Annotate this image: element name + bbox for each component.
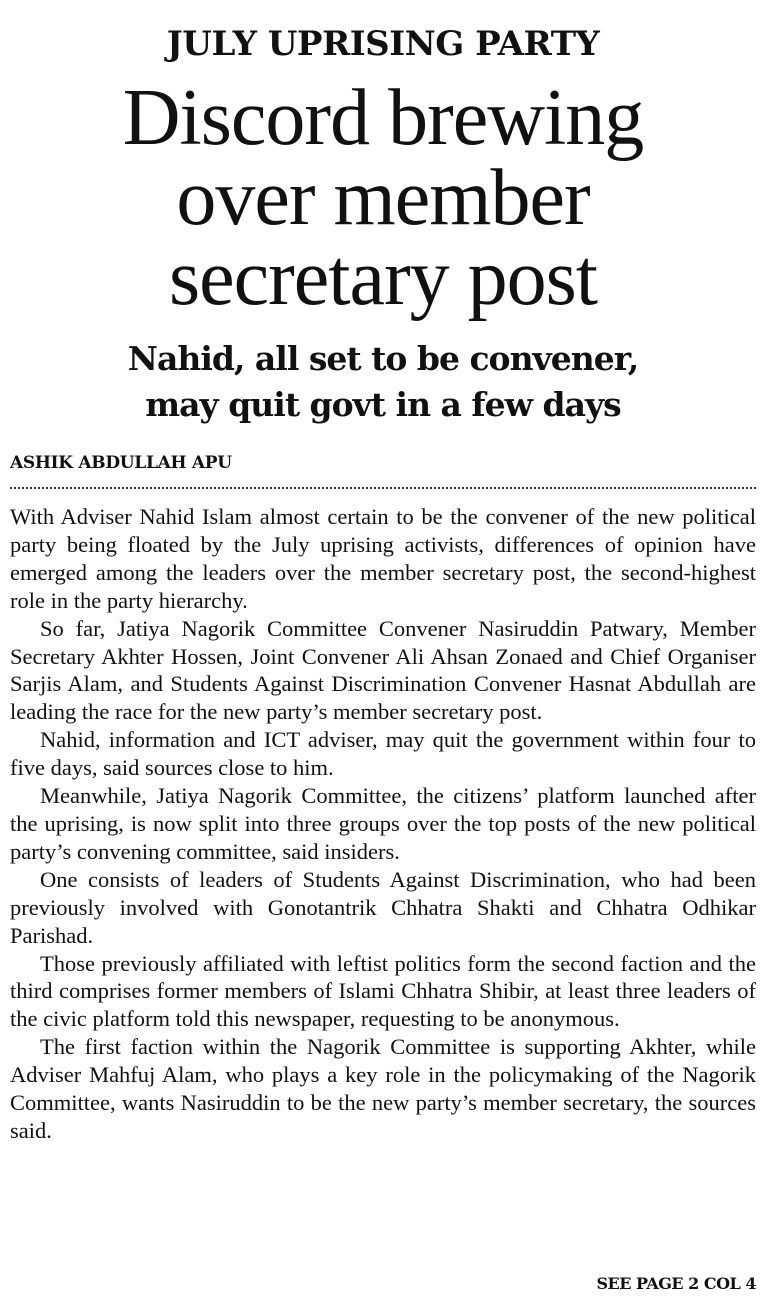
body-paragraph: Nahid, information and ICT adviser, may quit the government within four to five days, said sources close to him.: [10, 727, 756, 781]
dotted-divider: [10, 487, 756, 489]
headline-line: Discord brewing: [122, 74, 644, 162]
headline-line: secretary post: [168, 234, 598, 322]
headline-line: over member: [176, 154, 590, 242]
headline: [10, 74, 756, 322]
body-paragraph: So far, Jatiya Nagorik Committee Convener Nasiruddin Patwary, Member Secretary Akhter Hossen, Joint Convener Ali Ahsan Zonaed and Chief Organiser Sarjis Alam, and Students Against Discrimination Convener Hasnat Abdullah are leading the race for the new party’s member secretary post.: [10, 615, 756, 725]
subheadline-line: Nahid, all set to be convener,: [127, 339, 639, 378]
body-paragraph: One consists of leaders of Students Against Discrimination, who had been previously involved with Gonotantrik Chhatra Shakti and Chhatra Odhikar Parishad.: [10, 866, 756, 948]
body-paragraph: With Adviser Nahid Islam almost certain to be the convener of the new political party being floated by the July uprising activists, differences of opinion have emerged among the leaders over the member secretary post, the second-highest role in the party hierarchy.: [10, 504, 756, 613]
continuation-jump-line: SEE PAGE 2 COL 4: [596, 1274, 756, 1293]
subheadline: [10, 336, 756, 428]
body-paragraph: Meanwhile, Jatiya Nagorik Committee, the citizens’ platform launched after the uprising, is now split into three groups over the top posts of the new political party’s convening committee, said insiders.: [10, 783, 756, 864]
byline: ASHIK ABDULLAH APU: [10, 453, 232, 473]
body-paragraph: Those previously affiliated with leftist politics form the second faction and the third comprises former members of Islami Chhatra Shibir, at least three leaders of the civic platform told this newspaper, requesting to be anonymous.: [10, 950, 756, 1032]
subheadline-line: may quit govt in a few days: [145, 385, 621, 424]
article-body: [10, 503, 756, 1145]
kicker: JULY UPRISING PARTY: [166, 24, 600, 64]
body-paragraph: The first faction within the Nagorik Committee is supporting Akhter, while Adviser Mahfuj Alam, who plays a key role in the policymaking of the Nagorik Committee, wants Nasiruddin to be the new party’s member secretary, the sources said.: [10, 1034, 756, 1143]
news-article: [10, 0, 756, 1312]
